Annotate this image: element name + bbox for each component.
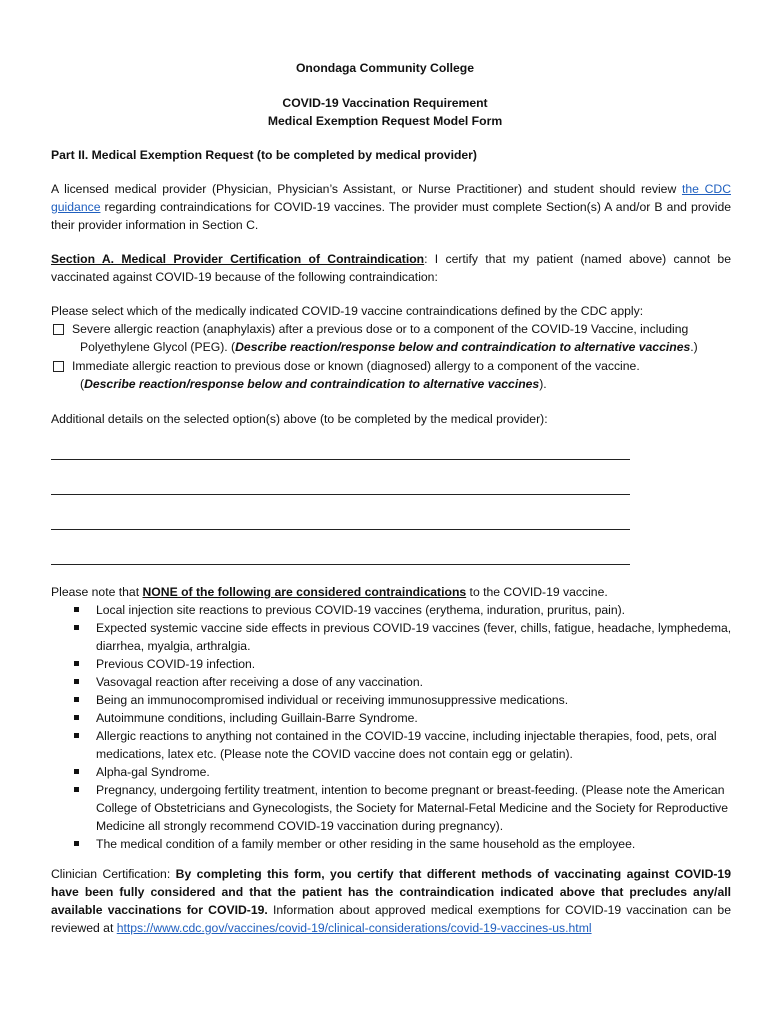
bullet-icon (74, 625, 79, 630)
list-item (72, 781, 732, 835)
note-before: Please note that (51, 585, 143, 599)
note-emph: NONE of the following are considered contraindications (142, 585, 467, 599)
option-line2-emph: Describe reaction/response below and contraindication to alternative vaccines (84, 377, 540, 391)
bullet-icon (74, 697, 79, 702)
option-line1: Immediate allergic reaction to previous dose or known (diagnosed) allergy to a component of the vaccine. (72, 359, 640, 373)
list-item (72, 619, 732, 655)
option-line2 (80, 338, 698, 356)
list-item (72, 763, 732, 781)
list-item (72, 655, 732, 673)
option-line1: Severe allergic reaction (anaphylaxis) after a previous dose or to a component of the COVID-19 Vaccine, including (72, 322, 689, 336)
option-immediate-allergic (51, 357, 731, 393)
part2-heading: Part II. Medical Exemption Request (to be completed by medical provider) (51, 148, 477, 162)
option-checkbox[interactable] (53, 324, 64, 335)
cdc-guidance-link[interactable]: the CDC guidance (51, 182, 731, 214)
option-checkbox[interactable] (53, 361, 64, 372)
list-item-text: Expected systemic vaccine side effects in previous COVID-19 vaccines (fever, chills, fatigue, headache, lymphedema, diarrhea, myalgia, arthralgia. (96, 621, 732, 653)
option-line2-plain: ( (80, 377, 85, 391)
option-line2-plain: Polyethylene Glycol (PEG). ( (80, 340, 236, 354)
list-item-text: Allergic reactions to anything not contained in the COVID-19 vaccine, including injectable therapies, food, pets, oral medications, latex etc. (Please note the COVID vaccine does not contain egg or gelatin). (96, 729, 717, 761)
section-a-paragraph (51, 250, 731, 286)
form-title-line2: Medical Exemption Request Model Form (267, 114, 503, 128)
bullet-icon (74, 661, 79, 666)
list-item (72, 673, 732, 691)
certification-emph: By completing this form, you certify that different methods of vaccinating against COVID-19 have been fully considered and that the patient has the contraindication indicated above that precludes any/all available vaccinations for COVID-19. (51, 867, 731, 917)
bullet-icon (74, 715, 79, 720)
list-item-text: Previous COVID-19 infection. (96, 657, 256, 671)
details-line[interactable] (51, 494, 630, 495)
list-item-text: Alpha-gal Syndrome. (96, 765, 210, 779)
list-item-text: Vasovagal reaction after receiving a dose of any vaccination. (96, 675, 423, 689)
list-item (72, 709, 732, 727)
section-a-heading: Section A. Medical Provider Certification of Contraindication (51, 252, 425, 266)
list-item-text: Being an immunocompromised individual or receiving immunosuppressive medications. (96, 693, 569, 707)
certification-label: Clinician Certification: (51, 867, 176, 881)
option-line2-emph: Describe reaction/response below and contraindication to alternative vaccines (235, 340, 691, 354)
intro-text-after: regarding contraindications for COVID-19 vaccines. The provider must complete Section(s) A and/or B and provide their provider information in Section C. (51, 200, 731, 232)
details-line[interactable] (51, 459, 630, 460)
cdc-exemptions-link[interactable]: https://www.cdc.gov/vaccines/covid-19/clinical-considerations/covid-19-vaccines-us.html (116, 921, 592, 935)
certification-text: Information about approved medical exemptions for COVID-19 vaccination can be reviewed at (51, 903, 731, 935)
list-item-text: The medical condition of a family member or other residing in the same household as the employee. (96, 837, 636, 851)
note-line (51, 583, 731, 601)
non-contraindications-list (72, 601, 732, 853)
bullet-icon (74, 679, 79, 684)
clinician-certification (51, 865, 731, 937)
list-item-text: Pregnancy, undergoing fertility treatment, intention to become pregnant or breast-feeding. (Please note the American College of Obstetricians and Gynecologists, the Society for Maternal-Fetal Medicine and the Society for Reproductive Medicine all strongly recommend COVID-19 vaccination during pregnancy). (96, 783, 729, 833)
list-item (72, 691, 732, 709)
details-prompt: Additional details on the selected option(s) above (to be completed by the medical provider): (51, 412, 548, 426)
bullet-icon (74, 841, 79, 846)
option-line2 (80, 375, 547, 393)
bullet-icon (74, 787, 79, 792)
list-item-text: Local injection site reactions to previous COVID-19 vaccines (erythema, induration, pruritus, pain). (96, 603, 626, 617)
section-a-text: : I certify that my patient (named above) cannot be vaccinated against COVID-19 because of the following contraindication: (51, 252, 731, 284)
bullet-icon (74, 607, 79, 612)
details-line[interactable] (51, 564, 630, 565)
option-line2-end: ). (539, 377, 547, 391)
intro-paragraph (51, 180, 731, 234)
details-line[interactable] (51, 529, 630, 530)
note-after: to the COVID-19 vaccine. (466, 585, 608, 599)
institution-name: Onondaga Community College (295, 61, 475, 75)
select-prompt: Please select which of the medically indicated COVID-19 vaccine contraindications defined by the CDC apply: (51, 304, 644, 318)
list-item-text: Autoimmune conditions, including Guillain-Barre Syndrome. (96, 711, 418, 725)
bullet-icon (74, 733, 79, 738)
option-line2-end: .) (690, 340, 698, 354)
form-title-line1: COVID-19 Vaccination Requirement (282, 96, 488, 110)
list-item (72, 727, 732, 763)
list-item (72, 835, 732, 853)
list-item (72, 601, 732, 619)
option-severe-allergic (51, 320, 731, 356)
intro-text-before: A licensed medical provider (Physician, Physician’s Assistant, or Nurse Practitioner) and student should review (51, 182, 682, 196)
bullet-icon (74, 769, 79, 774)
